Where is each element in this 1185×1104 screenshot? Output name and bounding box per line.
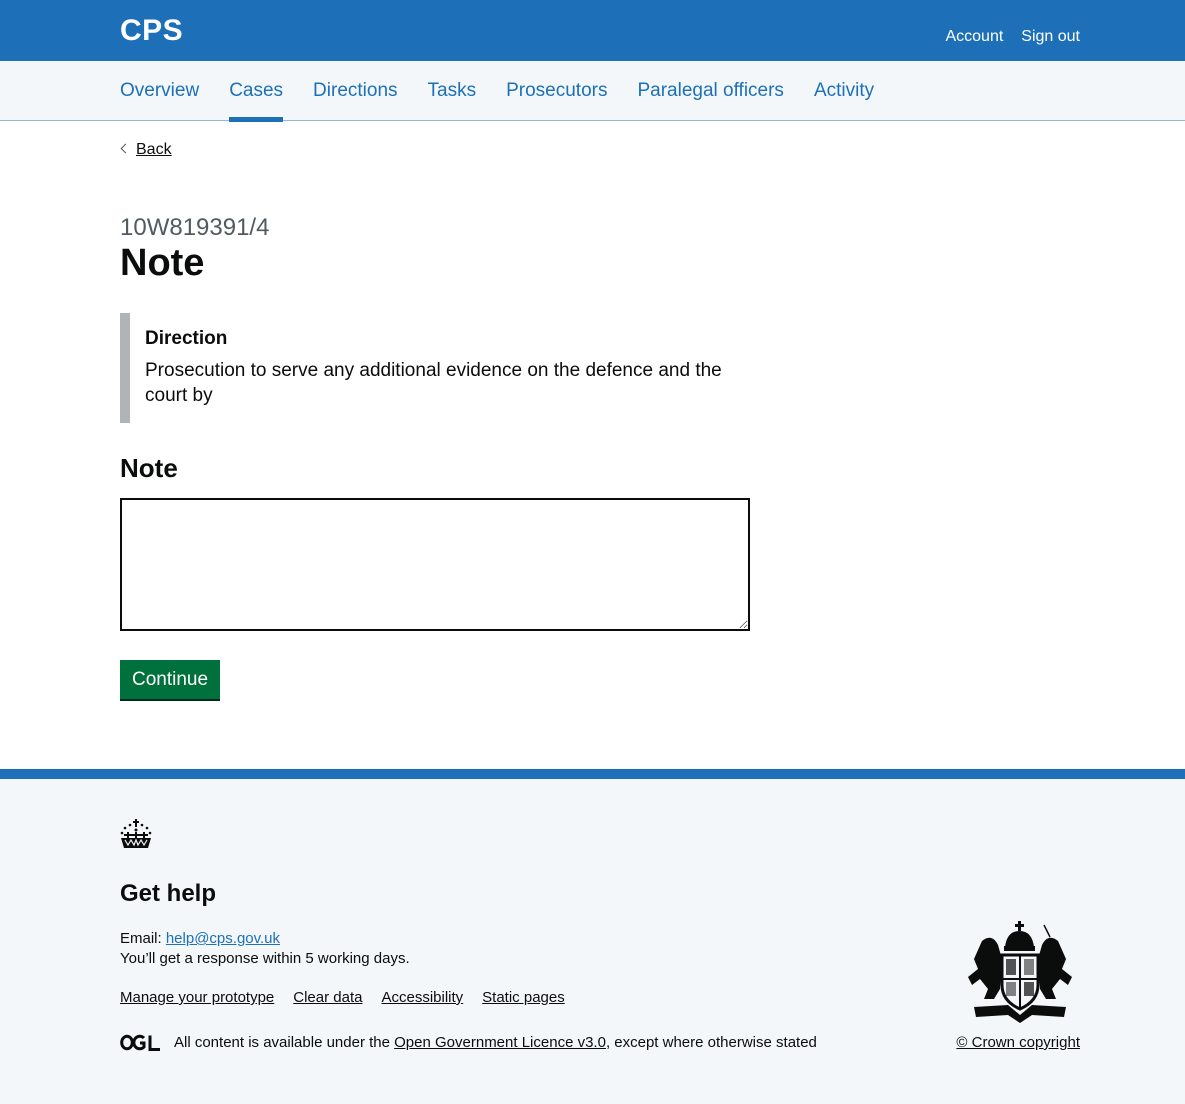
nav-item-prosecutors[interactable]: Prosecutors bbox=[506, 80, 608, 101]
crown-icon bbox=[120, 819, 152, 849]
nav-item-overview[interactable]: Overview bbox=[120, 80, 200, 101]
back-label: Back bbox=[136, 140, 172, 158]
licence-suffix: , except where otherwise stated bbox=[605, 1034, 817, 1051]
nav-item-paralegal-officers[interactable]: Paralegal officers bbox=[637, 80, 784, 101]
manage-prototype-link[interactable]: Manage your prototype bbox=[120, 989, 275, 1006]
continue-button[interactable]: Continue bbox=[120, 660, 220, 699]
nav-item-activity[interactable]: Activity bbox=[813, 80, 875, 101]
site-header bbox=[0, 0, 1185, 61]
ogl-logo-icon bbox=[120, 1034, 161, 1051]
case-reference: 10W819391/4 bbox=[120, 213, 270, 241]
page-title: Note bbox=[120, 241, 205, 284]
licence-statement bbox=[120, 1034, 817, 1051]
main-content bbox=[0, 121, 1185, 769]
response-time-text: You’ll get a response within 5 working days. bbox=[120, 950, 410, 967]
note-label: Note bbox=[120, 453, 178, 484]
ogl-licence-link[interactable]: Open Government Licence v3.0 bbox=[394, 1034, 606, 1051]
static-pages-link[interactable]: Static pages bbox=[482, 989, 565, 1006]
nav-item-cases[interactable]: Cases bbox=[229, 61, 313, 121]
royal-coat-of-arms-icon bbox=[960, 919, 1080, 1024]
email-label: Email: bbox=[120, 930, 166, 947]
direction-text: Prosecution to serve any additional evidence on the defence and the court by bbox=[145, 360, 722, 407]
footer-links bbox=[120, 989, 565, 1006]
sign-out-link[interactable]: Sign out bbox=[1021, 28, 1080, 45]
crown-copyright-link[interactable]: © Crown copyright bbox=[956, 1034, 1080, 1051]
help-text bbox=[120, 929, 410, 969]
chevron-left-icon bbox=[121, 144, 131, 154]
get-help-heading: Get help bbox=[120, 880, 217, 907]
clear-data-link[interactable]: Clear data bbox=[293, 989, 363, 1006]
back-link[interactable] bbox=[120, 141, 172, 159]
account-link[interactable]: Account bbox=[945, 28, 1004, 45]
site-footer bbox=[0, 769, 1185, 1104]
primary-nav bbox=[0, 61, 1185, 121]
direction-inset bbox=[120, 313, 750, 423]
nav-item-tasks[interactable]: Tasks bbox=[427, 80, 477, 101]
direction-heading: Direction bbox=[145, 328, 228, 350]
cps-logo[interactable]: CPS bbox=[120, 14, 184, 47]
nav-item-directions[interactable]: Directions bbox=[313, 80, 398, 101]
help-email-link[interactable]: help@cps.gov.uk bbox=[165, 930, 281, 947]
accessibility-link[interactable]: Accessibility bbox=[381, 989, 464, 1006]
header-links bbox=[945, 28, 1080, 46]
licence-prefix: All content is available under the bbox=[174, 1034, 395, 1051]
note-textarea[interactable] bbox=[120, 498, 750, 631]
